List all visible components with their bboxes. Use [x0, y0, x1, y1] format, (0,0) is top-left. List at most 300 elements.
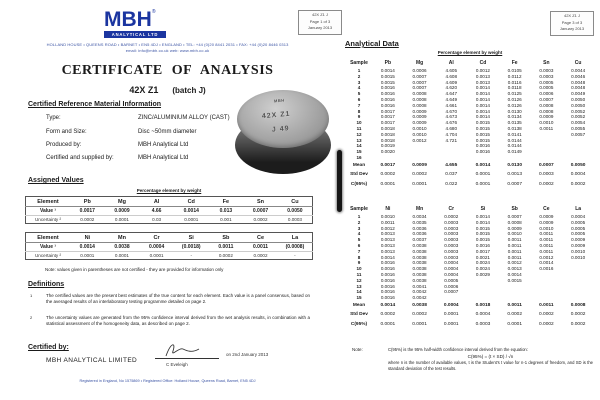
table-cell: 0.0017: [475, 248, 490, 254]
table-cell: 0.0052: [571, 114, 586, 120]
column-header: Mn: [105, 233, 140, 243]
column-header: Sb: [511, 206, 518, 212]
table-cell: 0.0007: [412, 85, 427, 91]
table-cell: 0.0002: [539, 312, 554, 318]
table-cell: 0.0011: [539, 302, 554, 308]
stamp-date: January 2013: [307, 25, 333, 30]
table-cell: 0.013: [209, 207, 244, 216]
table-cell: 4.605: [445, 68, 457, 73]
table-cell: 0.0002: [539, 181, 554, 187]
table-cell: 0.0011: [507, 248, 522, 254]
table-cell: 0.0112: [507, 73, 522, 79]
table-cell: 0.0010: [507, 231, 522, 237]
table-cell: 4.66: [139, 207, 174, 216]
table-cell: 0.0116: [507, 79, 522, 85]
scan-artifact: [337, 150, 342, 212]
table-row: [26, 252, 313, 260]
row-label: 3: [357, 225, 361, 231]
stamp-page: Page 3 of 3: [561, 19, 583, 25]
disc-engraving-brand: MBH: [273, 97, 285, 104]
table-cell: 0.0009: [412, 162, 427, 168]
table-cell: 0.0002: [412, 172, 427, 178]
table-cell: 4.673: [445, 114, 457, 120]
table-cell: 0.0015: [380, 73, 395, 79]
disc-engraving-code: 42X Z1: [261, 110, 291, 121]
table-cell: 0.0130: [507, 162, 522, 168]
table-cell: 0.0005: [571, 219, 586, 225]
table-cell: 0.0050: [571, 102, 586, 108]
data-table: [25, 196, 313, 224]
table-cell: 0.0011: [507, 237, 522, 243]
table-cell: 0.0012: [412, 137, 427, 143]
column-header: Ni: [70, 233, 105, 243]
table-cell: 0.0010: [380, 214, 395, 219]
stamp-date: January 2013: [559, 26, 585, 31]
table-cell: 0.0001: [507, 321, 522, 327]
row-label: 7: [357, 248, 361, 254]
table-cell: 0.0014: [475, 96, 490, 102]
table-cell: 0.0011: [539, 242, 554, 248]
logo-text: MBH: [104, 8, 152, 31]
crm-heading: Certified Reference Material Information: [28, 101, 162, 108]
table-cell: 0.0038: [412, 248, 427, 254]
table-cell: 0.0034: [412, 214, 427, 219]
table-cell: 0.0010: [571, 254, 586, 260]
table-cell: 0.0144: [507, 137, 522, 143]
row-label: 10: [356, 266, 362, 272]
data-table: [25, 232, 313, 260]
table-cell: 0.0014: [539, 260, 554, 266]
table-cell: 0.0003: [539, 68, 554, 73]
table-cell: 0.0020: [380, 149, 395, 155]
row-label: C(95%): [350, 181, 368, 187]
table-cell: 0.0003: [444, 231, 459, 237]
table-cell: 0.0011: [243, 243, 278, 252]
table-cell: 0.0004: [571, 214, 586, 219]
crm-value-supplier: MBH Analytical Ltd: [138, 155, 189, 161]
table-cell: 0.0149: [507, 149, 522, 155]
table-cell: 0.0007: [412, 79, 427, 85]
row-label: Std Dev: [350, 312, 368, 318]
table-cell: (0.0018): [174, 243, 209, 252]
company-address: HOLLAND HOUSE • QUEENS ROAD • BARNET • EN5 4DJ • ENGLAND • TEL: +44 (0)20 8441 2031 • FAX: +44 (0)20 8446 0313: [46, 42, 289, 47]
logo-wordmark: [104, 9, 166, 31]
table-cell: 0.0001: [412, 181, 427, 187]
row-label: 1: [357, 214, 361, 219]
crm-value-producer: MBH Analytical Ltd: [138, 142, 189, 148]
table-cell: (0.0008): [278, 243, 313, 252]
table-cell: 0.0003: [444, 242, 459, 248]
table-cell: 0.0002: [539, 321, 554, 327]
table-cell: 0.0017: [380, 120, 395, 126]
definition-2-text: The uncertainty values are generated from the 95% confidence interval derived from the wet analysis results, in combination with a statistical assessment of the homogeneity data, as described on page 2.: [46, 315, 310, 326]
table-row: [346, 180, 594, 190]
table-cell: 0.0004: [444, 266, 459, 272]
table-cell: 0.0014: [475, 108, 490, 114]
table-cell: 0.0002: [412, 312, 427, 318]
table-cell: 0.0014: [475, 219, 490, 225]
column-header: Cd: [174, 197, 209, 207]
table-cell: 0.03: [152, 217, 162, 222]
table-cell: 0.0013: [475, 79, 490, 85]
table-cell: 0.0008: [539, 108, 554, 114]
row-label: C(95%): [350, 321, 368, 327]
table-cell: 0.0002: [507, 312, 522, 318]
row-label: 2: [357, 219, 361, 225]
row-label: 9: [357, 260, 361, 266]
signature-line: [155, 348, 219, 359]
table-cell: 0.0016: [475, 149, 490, 155]
table-cell: 0.0009: [571, 237, 586, 243]
table-cell: 0.0009: [571, 242, 586, 248]
table-cell: 0.0015: [475, 131, 490, 137]
table-cell: 0.0018: [380, 131, 395, 137]
table-cell: 0.0134: [507, 114, 522, 120]
stamp-product: 42X Z1 J: [311, 12, 328, 17]
table-cell: 0.0018: [475, 302, 491, 308]
table-cell: 0.0014: [380, 302, 396, 308]
table-cell: 0.0015: [475, 120, 490, 126]
table-cell: 0.0006: [412, 68, 427, 73]
table-cell: 0.0019: [380, 143, 395, 149]
table-cell: 0.0002: [253, 253, 268, 258]
table-cell: 0.0008: [570, 302, 586, 308]
table-cell: 0.0009: [412, 108, 427, 114]
table-cell: 0.0007: [444, 289, 459, 295]
table-cell: 0.0015: [475, 125, 490, 131]
certificate-title: CERTIFICATE OF ANALYSIS: [61, 63, 274, 78]
table-cell: 0.0004: [570, 172, 586, 178]
row-label: Value ¹: [26, 243, 71, 252]
table-cell: 0.0011: [539, 125, 554, 131]
table-cell: 0.0009: [539, 114, 554, 120]
column-header: Sample: [350, 206, 368, 212]
table-cell: 0.0024: [475, 260, 490, 266]
column-header: Al: [139, 197, 174, 207]
row-label: 6: [357, 96, 361, 102]
analytical-data-heading: Analytical Data: [345, 39, 399, 48]
table-cell: 0.0016: [380, 277, 395, 283]
column-header: Sb: [209, 233, 244, 243]
row-label: Uncertainty ²: [34, 253, 62, 258]
table-cell: 0.0013: [380, 242, 395, 248]
table-row: [26, 243, 313, 252]
table-cell: 0.0018: [380, 125, 395, 131]
disc-engraving-serial: J 49: [271, 125, 290, 134]
table-cell: 0.0001: [80, 253, 95, 258]
column-header: Fe: [511, 60, 518, 66]
row-label: 5: [357, 237, 361, 243]
table-cell: 0.0011: [507, 242, 522, 248]
table-cell: 0.0016: [380, 289, 395, 295]
table-cell: 0.0011: [539, 237, 554, 243]
certified-by-heading: Certified by:: [28, 344, 69, 351]
table-cell: 0.0016: [475, 143, 490, 149]
table-cell: 0.0013: [380, 248, 395, 254]
table-cell: 0.0016: [539, 266, 554, 272]
assigned-values-table-2: [25, 232, 313, 260]
table-cell: 0.0007: [539, 96, 554, 102]
mbh-logo: [104, 9, 166, 38]
table-cell: 0.0002: [380, 172, 396, 178]
table-cell: 0.0002: [80, 217, 95, 222]
table-cell: 0.0013: [380, 237, 395, 243]
row-label: 9: [357, 114, 361, 120]
table-cell: 0.0001: [443, 321, 459, 327]
crm-label-producer: Produced by:: [46, 142, 82, 148]
right-note-label: Note:: [352, 347, 363, 352]
table-cell: 0.0138: [507, 125, 522, 131]
table-cell: 0.0130: [507, 108, 522, 114]
table-cell: 0.0001: [443, 312, 459, 318]
table-cell: 0.0035: [412, 219, 427, 225]
table-cell: 0.0014: [475, 91, 490, 97]
table-cell: 0.0055: [571, 125, 586, 131]
table-cell: 0.0004: [444, 271, 459, 277]
row-label: 12: [356, 131, 362, 137]
table-cell: 0.0014: [380, 254, 395, 260]
table-cell: 0.0052: [571, 108, 586, 114]
table-cell: 0.0141: [507, 131, 522, 137]
table-cell: 0.0016: [380, 266, 395, 272]
table-cell: 0.0048: [571, 85, 586, 91]
table-cell: 0.0002: [253, 217, 268, 222]
table-cell: 0.0038: [105, 243, 140, 252]
right-note-line2: where n is the number of available values, t is the Student's t value for n-1 degrees of freedom, and SD is the standard deviation of the test results.: [388, 360, 593, 371]
table-cell: 0.0024: [475, 266, 490, 272]
table-cell: 0.0017: [70, 207, 105, 216]
table-cell: 0.0016: [380, 295, 395, 301]
product-photo: [234, 90, 332, 182]
data-table: [346, 206, 594, 329]
row-label: Uncertainty ²: [34, 217, 62, 222]
row-label: 1: [357, 68, 361, 73]
table-cell: 0.0002: [218, 253, 233, 258]
table-cell: 4.704: [445, 131, 457, 137]
table-cell: 0.0006: [444, 283, 459, 289]
table-cell: 4.609: [445, 79, 457, 85]
table-cell: 0.0144: [507, 143, 522, 149]
table-cell: 4.721: [445, 137, 457, 143]
table-cell: 0.0042: [412, 295, 427, 301]
column-header: Cd: [479, 60, 487, 66]
table-cell: 0.0017: [380, 162, 396, 168]
table-cell: 0.0003: [444, 237, 459, 243]
table-cell: 0.0003: [444, 254, 459, 260]
analytical-data-subtitle: Percentage element by weight: [437, 50, 503, 55]
table-cell: 0.0004: [444, 260, 459, 266]
table-cell: 0.0014: [174, 207, 209, 216]
table-cell: 0.0016: [380, 102, 395, 108]
row-label: 4: [357, 231, 361, 237]
table-cell: 0.0036: [412, 231, 427, 237]
table-cell: 0.0009: [539, 214, 554, 219]
column-header: Cr: [139, 233, 174, 243]
row-label: 7: [357, 102, 361, 108]
table-cell: 0.0046: [571, 73, 586, 79]
definitions-heading: Definitions: [28, 281, 65, 288]
company-contact: email: info@mbh.co.uk web: www.mbh.co.uk: [125, 48, 210, 53]
table-cell: 0.0054: [571, 120, 586, 126]
table-cell: 0.0029: [475, 271, 490, 277]
table-cell: -: [190, 253, 192, 258]
table-cell: 0.0009: [105, 207, 140, 216]
column-header: Element: [26, 197, 71, 207]
table-cell: 0.0125: [507, 91, 522, 97]
table-cell: 0.0007: [507, 214, 522, 219]
table-row: [346, 301, 594, 311]
table-cell: 0.0015: [475, 237, 490, 243]
column-header: Ce: [543, 206, 550, 212]
table-cell: 0.0005: [571, 225, 586, 231]
product-code: 42X Z1: [129, 85, 159, 95]
registered-trademark-icon: ®: [151, 9, 156, 15]
table-cell: 0.0008: [539, 102, 554, 108]
table-cell: 0.0013: [507, 172, 522, 178]
table-cell: 0.0011: [507, 302, 522, 308]
column-header: Ce: [243, 233, 278, 243]
table-cell: 0.0001: [114, 253, 129, 258]
table-cell: 0.0044: [571, 68, 586, 73]
row-label: 10: [356, 120, 362, 126]
table-cell: 0.0010: [571, 248, 586, 254]
table-row: [26, 207, 313, 216]
column-header: Fe: [209, 197, 244, 207]
table-cell: 0.0012: [380, 225, 395, 231]
row-label: 2: [357, 73, 361, 79]
table-cell: 4.655: [445, 162, 458, 168]
page-stamp-left: [298, 10, 342, 35]
registration-footer: Registered in England, No 1575869 • Registered Office: Holland House, Queens Road, Barnet, EN5 4DJ: [79, 379, 256, 383]
column-header: Cr: [448, 206, 455, 212]
table-cell: 0.0016: [475, 242, 490, 248]
table-cell: 0.0005: [539, 79, 554, 85]
table-cell: 0.0002: [380, 312, 396, 318]
table-cell: 0.0014: [70, 243, 105, 252]
table-cell: 0.0001: [149, 253, 164, 258]
table-row: [346, 161, 594, 171]
table-cell: 0.0118: [507, 85, 522, 91]
table-cell: 0.0008: [412, 96, 427, 102]
row-label: 13: [356, 137, 362, 143]
table-cell: 0.0014: [475, 162, 491, 168]
table-cell: 0.0014: [475, 102, 490, 108]
crm-value-form: Disc ~50mm diameter: [138, 129, 197, 135]
column-header: Mg: [105, 197, 140, 207]
table-cell: 4.608: [445, 73, 457, 79]
table-cell: 0.0014: [475, 85, 490, 91]
table-cell: 0.0038: [412, 260, 427, 266]
table-cell: 0.0016: [380, 85, 395, 91]
column-header: Ni: [385, 206, 391, 212]
table-cell: 0.0012: [475, 68, 490, 73]
table-cell: 0.0037: [412, 237, 427, 243]
row-label: 6: [357, 242, 361, 248]
certifying-company: MBH ANALYTICAL LIMITED: [46, 357, 138, 364]
row-label: 15: [356, 149, 362, 155]
row-label: 8: [357, 108, 361, 114]
table-cell: 0.0007: [539, 162, 554, 168]
row-label: Std Dev: [350, 172, 368, 178]
page-stamp-right: [550, 11, 594, 36]
table-cell: 0.0011: [507, 254, 522, 260]
signatory-name: C Eveleigh: [166, 362, 188, 367]
table-cell: 0.0008: [507, 219, 522, 225]
table-cell: 0.0007: [243, 207, 278, 216]
right-note-line1: C(95%) is the 95% half-width confidence interval derived from the equation:: [388, 347, 528, 352]
table-row: [346, 310, 594, 320]
table-cell: 0.0003: [444, 225, 459, 231]
table-cell: 0.0005: [539, 85, 554, 91]
table-cell: 0.0126: [507, 96, 522, 102]
table-cell: 0.0003: [539, 172, 554, 178]
column-header: Pb: [70, 197, 105, 207]
column-header: Mg: [415, 60, 424, 66]
table-cell: 0.0001: [184, 217, 199, 222]
table-cell: 0.0003: [444, 248, 459, 254]
table-cell: 0.0126: [507, 102, 522, 108]
column-header: La: [278, 233, 313, 243]
table-cell: 0.0017: [380, 108, 395, 114]
crm-label-type: Type:: [46, 115, 61, 121]
table-cell: 0.0041: [412, 283, 427, 289]
assigned-values-heading: Assigned Values: [28, 177, 84, 184]
parentheses-note: Note: values given in parentheses are not certified - they are provided for information only: [45, 267, 224, 272]
table-cell: 4.670: [445, 108, 457, 114]
table-cell: 0.0003: [444, 219, 459, 225]
table-cell: 0.037: [445, 172, 458, 178]
table-cell: 0.0015: [475, 231, 490, 237]
table-cell: 0.0009: [412, 114, 427, 120]
table-cell: 0.0005: [571, 231, 586, 237]
table-cell: 0.0010: [539, 120, 554, 126]
table-cell: 0.0001: [412, 321, 427, 327]
table-row: [346, 170, 594, 180]
table-row: [346, 320, 594, 330]
table-cell: 0.0011: [539, 248, 554, 254]
batch-label: (batch J): [172, 86, 206, 95]
table-cell: 0.0001: [475, 181, 491, 187]
assigned-values-table-1: [25, 196, 313, 224]
table-cell: 0.0009: [412, 120, 427, 126]
table-cell: 0.0002: [444, 214, 459, 219]
table-cell: 4.676: [445, 120, 457, 126]
table-cell: 0.0002: [570, 312, 586, 318]
table-cell: 0.0004: [139, 243, 174, 252]
table-cell: 0.0135: [507, 120, 522, 126]
table-cell: 0.0014: [380, 68, 395, 73]
right-note: [388, 347, 593, 371]
table-cell: 0.0015: [507, 277, 522, 283]
table-cell: 0.0015: [475, 137, 490, 143]
table-cell: 0.0004: [475, 312, 491, 318]
certification-date: on 2nd January 2013: [226, 352, 269, 357]
column-header: Sample: [350, 60, 368, 66]
table-cell: 0.0001: [380, 321, 396, 327]
definition-2-marker: 2: [30, 315, 33, 320]
column-header: Si: [174, 233, 209, 243]
logo-subtitle: ANALYTICAL LTD: [104, 31, 166, 38]
table-cell: 0.0011: [539, 231, 554, 237]
table-cell: 0.0015: [475, 225, 490, 231]
row-label: 4: [357, 85, 361, 91]
table-cell: 0.0038: [412, 271, 427, 277]
table-cell: 0.0003: [475, 321, 491, 327]
row-label: Mean: [352, 162, 366, 168]
table-cell: 0.0011: [209, 243, 244, 252]
column-header: Si: [480, 206, 486, 212]
table-cell: 0.0007: [412, 73, 427, 79]
